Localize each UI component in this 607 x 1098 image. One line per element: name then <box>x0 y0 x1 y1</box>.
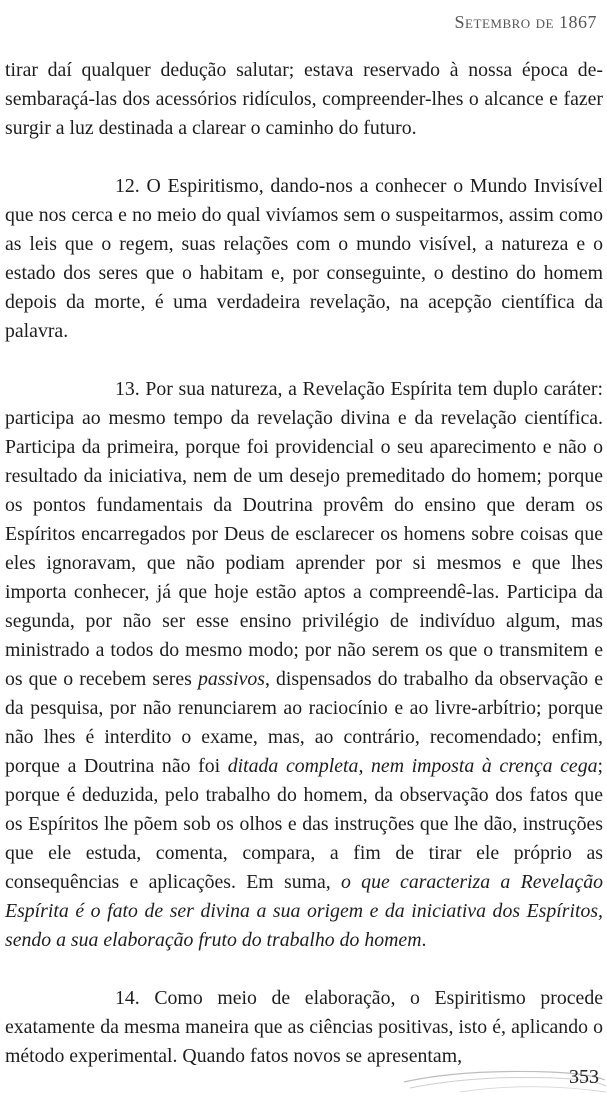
text-segment: tirar daí qualquer dedução salutar; estava reservado à nossa época desembaraçá-las dos acessórios ridículos, compreender-lhes o alcance e fazer surgir a luz destinada a clarear o caminho do futuro. <box>5 59 603 139</box>
running-header: Setembro de 1867 <box>454 12 597 32</box>
paragraph <box>5 375 603 955</box>
page-body <box>5 56 603 1071</box>
text-segment: ; porque é deduzida, pelo trabalho do homem, da observação dos fatos que os Espíritos lhe põem sob os olhos e das instruções que lhe dão, instruções que ele estuda, comenta, compara, a fim de tirar ele próprio as consequências e aplicações. Em suma, <box>5 755 603 893</box>
text-segment: 13. Por sua natureza, a Revelação Espírita tem duplo caráter: participa ao mesmo tempo da revelação divina e da revelação científica. Participa da primeira, porque foi providencial o seu aparecimento e não o resultado da iniciativa, nem de um desejo premeditado do homem; porque os pontos fundamentais da Doutrina provêm do ensino que deram os Espíritos encarregados por Deus de esclarecer os homens sobre coisas que eles ignoravam, que não podiam aprender por si mesmos e que lhes importa conhecer, já que hoje estão aptos a compreendê-las. Participa da segunda, por não ser esse ensino privilégio de indivíduo algum, mas ministrado a todos do mesmo modo; por não serem os que o transmitem e os que o recebem seres <box>5 378 603 690</box>
text-segment: 14. Como meio de elaboração, o Espiritismo procede exatamente da mesma maneira que as ciências positivas, isto é, aplicando o método experimental. Quando fatos novos se apresentam, <box>5 987 603 1067</box>
page-number: 353 <box>569 1066 599 1088</box>
text-segment: , dispensados do trabalho da observação e da pesquisa, por não renunciarem ao raciocínio e ao livre-arbítrio; porque não lhes é interdito o exame, mas, ao contrário, recomendado; enfim, porque a Doutrina não foi <box>5 668 604 777</box>
italic-text: ditada completa, nem imposta à crença cega <box>227 755 598 777</box>
italic-text: passivos <box>197 668 265 690</box>
text-segment: 12. O Espiritismo, dando-nos a conhecer o Mundo Invisível que nos cerca e no meio do qual vivíamos sem o suspeitarmos, assim como as leis que o regem, suas relações com o mundo visível, a natureza e o estado dos seres que o habitam e, por conseguinte, o destino do homem depois da morte, é uma verdadeira revelação, na acepção científica da palavra. <box>5 175 603 342</box>
paragraph <box>5 56 603 143</box>
italic-text: o que caracteriza a Revelação Espírita é o fato de ser divina a sua origem e da iniciativa dos Espíritos, sendo a sua elaboração fruto do trabalho do homem <box>5 871 603 951</box>
text-segment: . <box>421 929 427 951</box>
paragraph <box>5 172 603 346</box>
